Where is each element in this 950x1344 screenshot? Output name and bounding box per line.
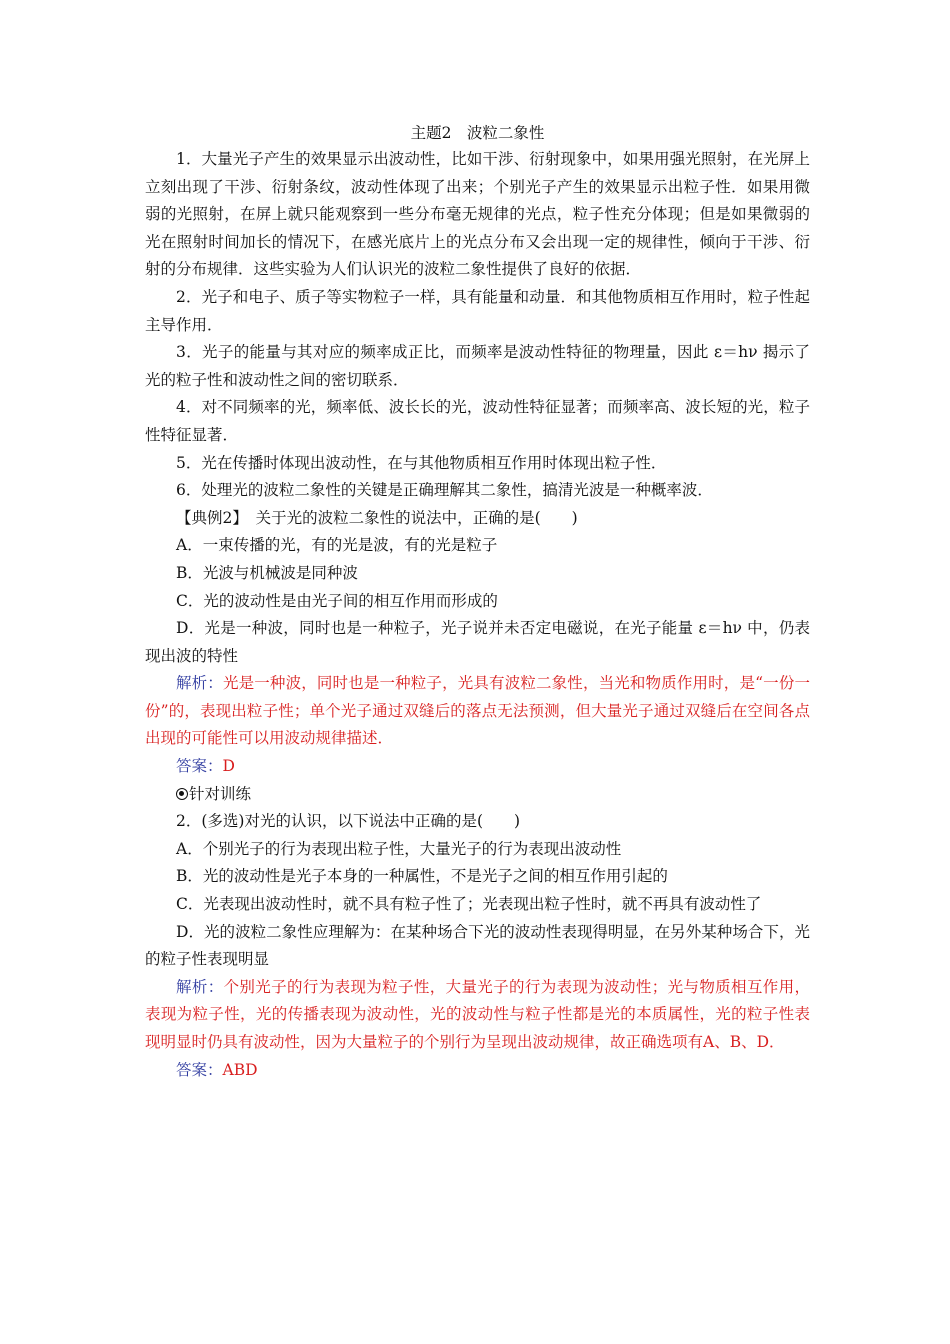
knowledge-point-5: 5．光在传播时体现出波动性，在与其他物质相互作用时体现出粒子性． <box>176 453 667 472</box>
example-option-d: D．光是一种波，同时也是一种粒子，光子说并未否定电磁说，在光子能量 ε＝hν 中，仍表现出波的特性 <box>145 619 810 665</box>
example-option-c: C．光的波动性是由光子间的相互作用而形成的 <box>176 591 498 610</box>
example-answer <box>145 753 810 781</box>
page-title: 主题2 波粒二象性 <box>410 124 545 142</box>
document-page <box>145 120 810 1084</box>
bullseye-icon <box>176 788 188 800</box>
training-heading-text: 针对训练 <box>189 784 252 803</box>
knowledge-point-3: 3．光子的能量与其对应的频率成正比，而频率是波动性特征的物理量，因此 ε＝hν 揭示了光的粒子性和波动性之间的密切联系． <box>145 343 810 389</box>
training-option-b: B．光的波动性是光子本身的一种属性，不是光子之间的相互作用引起的 <box>176 867 668 886</box>
example-option-b: B．光波与机械波是同种波 <box>176 563 358 582</box>
training-analysis-label: 解析： <box>176 977 224 996</box>
training-option-c: C．光表现出波动性时，就不具有粒子性了；光表现出粒子性时，就不再具有波动性了 <box>176 895 762 914</box>
example-option-a: A．一束传播的光，有的光是波，有的光是粒子 <box>176 536 498 555</box>
knowledge-point-1: 1．大量光子产生的效果显示出波动性，比如干涉、衍射现象中，如果用强光照射，在光屏上立刻出现了干涉、衍射条纹，波动性体现了出来；个别光子产生的效果显示出粒子性．如果用微弱的光照射，在屏上就只能观察到一些分布毫无规律的光点，粒子性充分体现；但是如果微弱的光在照射时间加长的情况下，在感光底片上的光点分布又会出现一定的规律性，倾向于干涉、衍射的分布规律．这些实验为人们认识光的波粒二象性提供了良好的依据． <box>145 150 810 279</box>
training-question: 2．(多选)对光的认识，以下说法中正确的是( ) <box>176 812 521 831</box>
knowledge-point-2: 2．光子和电子、质子等实物粒子一样，具有能量和动量．和其他物质相互作用时，粒子性起主导作用． <box>145 287 810 334</box>
training-analysis <box>145 974 810 1057</box>
example-question: 【典例2】 关于光的波粒二象性的说法中，正确的是( ) <box>176 508 578 527</box>
knowledge-point-4: 4．对不同频率的光，频率低、波长长的光，波动性特征显著；而频率高、波长短的光，粒子性特征显著． <box>145 398 810 444</box>
training-analysis-text: 个别光子的行为表现为粒子性，大量光子的行为表现为波动性；光与物质相互作用，表现为粒子性，光的传播表现为波动性，光的波动性与粒子性都是光的本质属性，光的粒子性表现明显时仍具有波动性，因为大量粒子的个别行为呈现出波动规律，故正确选项有A、B、D． <box>145 977 810 1051</box>
example-answer-label: 答案： <box>176 757 223 776</box>
example-analysis-label: 解析： <box>176 674 223 693</box>
training-option-a: A．个别光子的行为表现出粒子性，大量光子的行为表现出波动性 <box>176 839 622 858</box>
training-heading <box>145 781 810 809</box>
example-analysis <box>145 670 810 753</box>
knowledge-point-6: 6．处理光的波粒二象性的关键是正确理解其二象性，搞清光波是一种概率波． <box>176 481 713 500</box>
training-answer-value: ABD <box>222 1060 258 1079</box>
example-analysis-text: 光是一种波，同时也是一种粒子，光具有波粒二象性，当光和物质作用时，是“一份一份”的，表现出粒子性；单个光子通过双缝后的落点无法预测，但大量光子通过双缝后在空间各点出现的可能性可以用波动规律描述． <box>145 674 810 748</box>
training-answer <box>145 1057 810 1085</box>
training-option-d: D．光的波粒二象性应理解为：在某种场合下光的波动性表现得明显，在另外某种场合下，光的粒子性表现明显 <box>145 922 810 969</box>
example-answer-value: D <box>222 757 235 776</box>
training-answer-label: 答案： <box>176 1060 223 1079</box>
